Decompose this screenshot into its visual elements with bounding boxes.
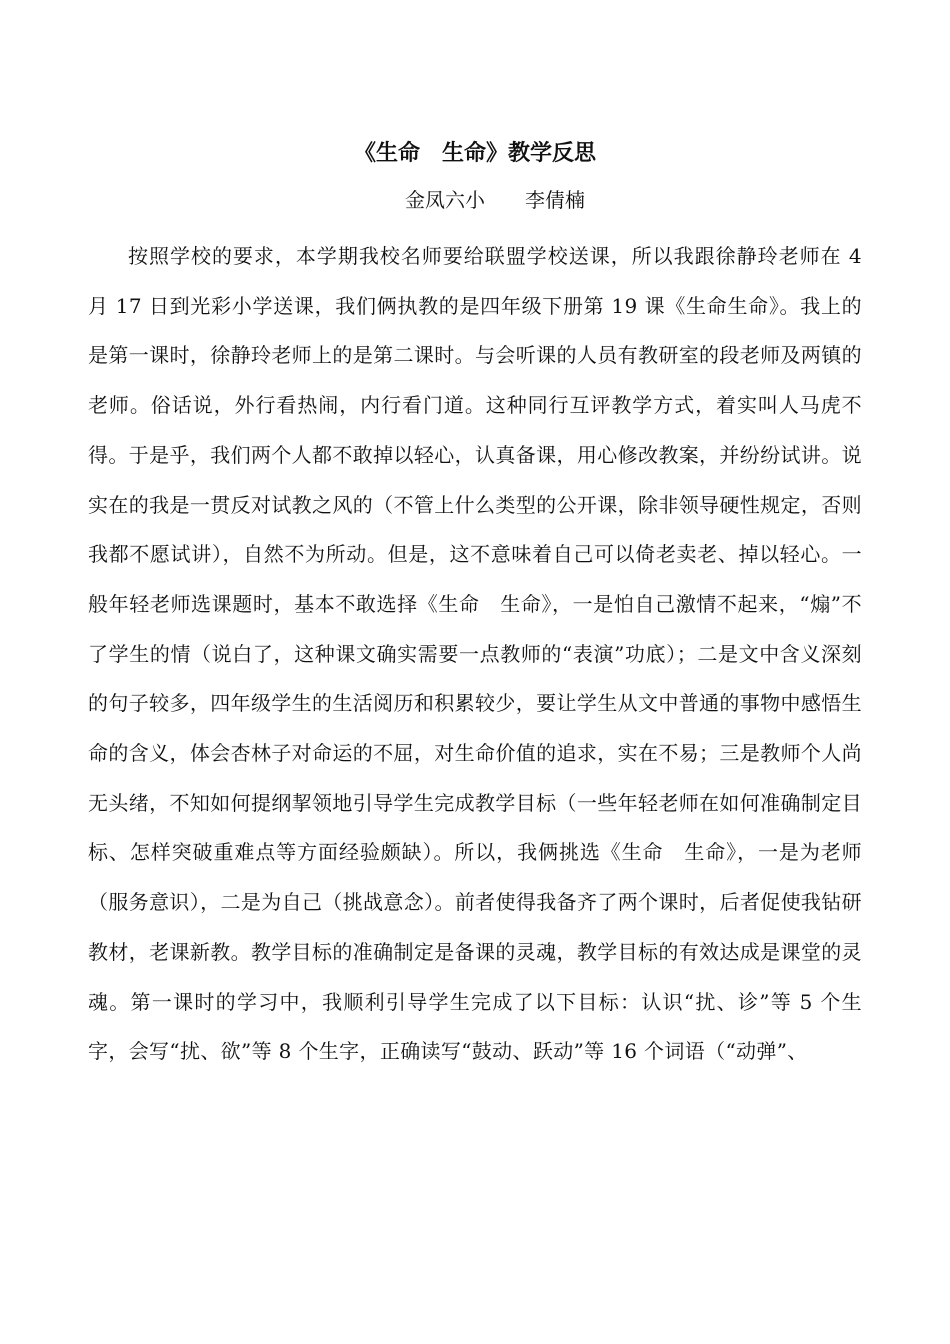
body-paragraph: 按照学校的要求，本学期我校名师要给联盟学校送课，所以我跟徐静玲老师在 4 月 17 日到光彩小学送课，我们俩执教的是四年级下册第 19 课《生命生命》。我上的是第一课时，徐静玲老师上的是第二课时。与会听课的人员有教研室的段老师及两镇的老师。俗话说，外行看热闹，内行看门道。这种同行互评教学方式，着实叫人马虎不得。于是乎，我们两个人都不敢掉以轻心，认真备课，用心修改教案，并纷纷试讲。说实在的我是一贯反对试教之风的（不管上什么类型的公开课，除非领导硬性规定，否则我都不愿试讲），自然不为所动。但是，这不意味着自己可以倚老卖老、掉以轻心。一般年轻老师选课题时，基本不敢选择《生命 生命》，一是怕自己激情不起来，“煽”不了学生的情（说白了，这种课文确实需要一点教师的“表演”功底）；二是文中含义深刻的句子较多，四年级学生的生活阅历和积累较少，要让学生从文中普通的事物中感悟生命的含义，体会杏林子对命运的不屈，对生命价值的追求，实在不易；三是教师个人尚无头绪，不知如何提纲挈领地引导学生完成教学目标（一些年轻老师在如何准确制定目标、怎样突破重难点等方面经验颇缺）。所以，我俩挑选《生命 生命》，一是为老师（服务意识），二是为自己（挑战意念）。前者使得我备齐了两个课时，后者促使我钻研教材，老课新教。教学目标的准确制定是备课的灵魂，教学目标的有效达成是课堂的灵魂。第一课时的学习中，我顺利引导学生完成了以下目标：认识“扰、诊”等 5 个生字，会写“扰、欲”等 8 个生字，正确读写“鼓动、跃动”等 16 个词语（“动弹”、 [88,244,862,1064]
document-author: 金凤六小 李倩楠 [405,188,585,212]
document-title: 《生命 生命》教学反思 [353,140,596,166]
